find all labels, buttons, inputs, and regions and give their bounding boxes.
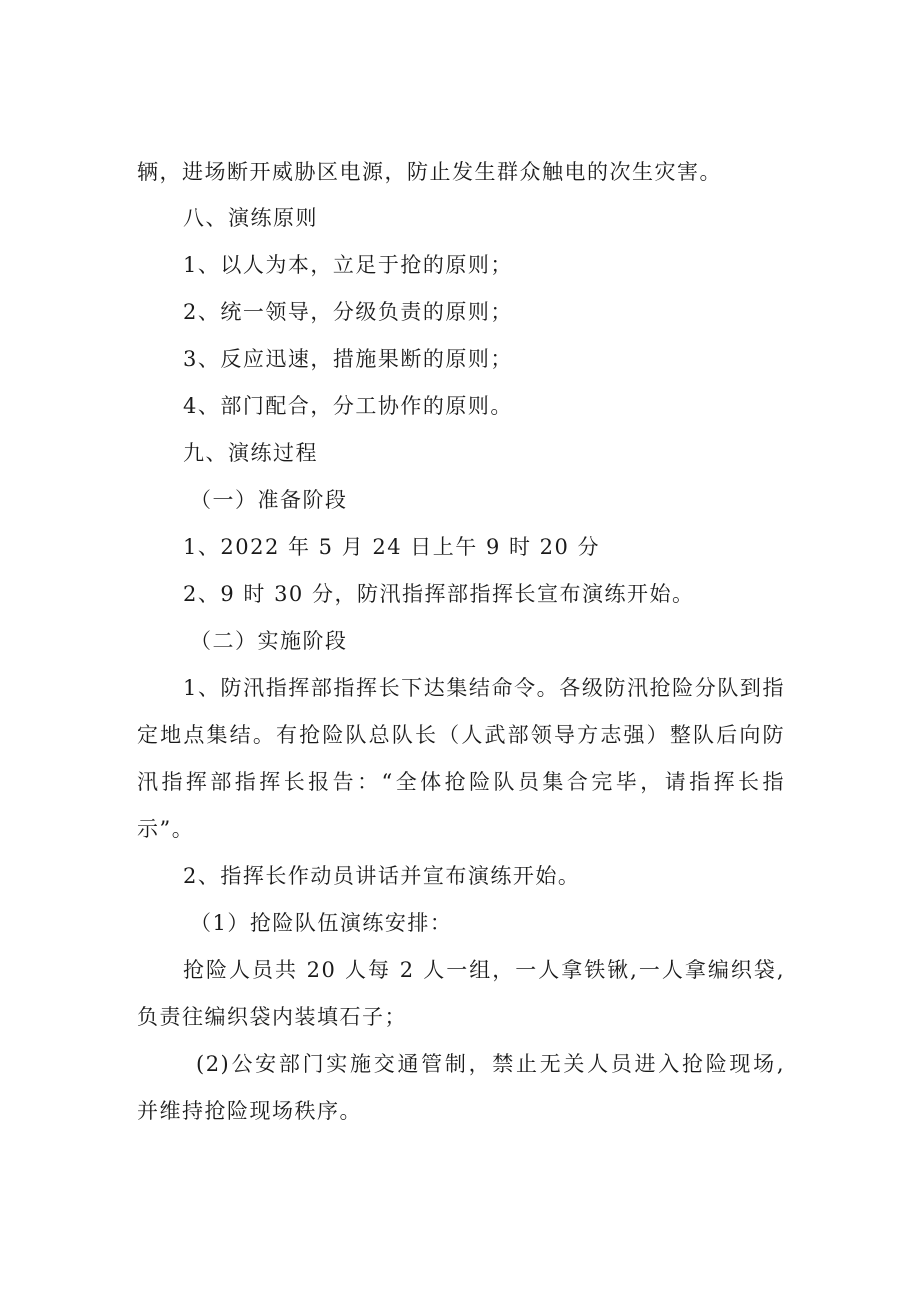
list-item: (2)公安部门实施交通管制，禁止无关人员进入抢险现场, xyxy=(196,1052,785,1076)
list-item: 2、9 时 30 分，防汛指挥部指挥长宣布演练开始。 xyxy=(183,582,695,606)
section-heading-process: 九、演练过程 xyxy=(183,441,318,465)
paragraph-line: 辆，进场断开威胁区电源，防止发生群众触电的次生灾害。 xyxy=(137,160,722,184)
subsection-heading-implementation: （二）实施阶段 xyxy=(190,629,348,653)
list-item: 1、以人为本，立足于抢的原则； xyxy=(183,253,513,277)
paragraph-line: 汛指挥部指挥长报告：“全体抢险队员集合完毕，请指挥长指 xyxy=(137,770,785,794)
paragraph-line: 负责往编织袋内装填石子； xyxy=(137,1005,407,1029)
list-item: 4、部门配合，分工协作的原则。 xyxy=(183,394,513,418)
paragraph-line: 定地点集结。有抢险队总队长（人武部领导方志强）整队后向防 xyxy=(137,723,785,747)
paragraph-line: 并维持抢险现场秩序。 xyxy=(137,1099,362,1123)
paragraph-line: 1、防汛指挥部指挥长下达集结命令。各级防汛抢险分队到指 xyxy=(183,676,785,700)
list-item: 2、指挥长作动员讲话并宣布演练开始。 xyxy=(183,864,581,888)
section-heading-principles: 八、演练原则 xyxy=(183,206,318,230)
list-item: 1、2022 年 5 月 24 日上午 9 时 20 分 xyxy=(183,535,601,559)
paragraph-line: 抢险人员共 20 人每 2 人一组，一人拿铁锹,一人拿编织袋, xyxy=(183,958,785,982)
list-item: （1）抢险队伍演练安排： xyxy=(190,911,453,935)
list-item: 2、统一领导，分级负责的原则； xyxy=(183,300,513,324)
subsection-heading-preparation: （一）准备阶段 xyxy=(190,488,348,512)
paragraph-line: 示”。 xyxy=(137,817,195,841)
list-item: 3、反应迅速，措施果断的原则； xyxy=(183,347,513,371)
